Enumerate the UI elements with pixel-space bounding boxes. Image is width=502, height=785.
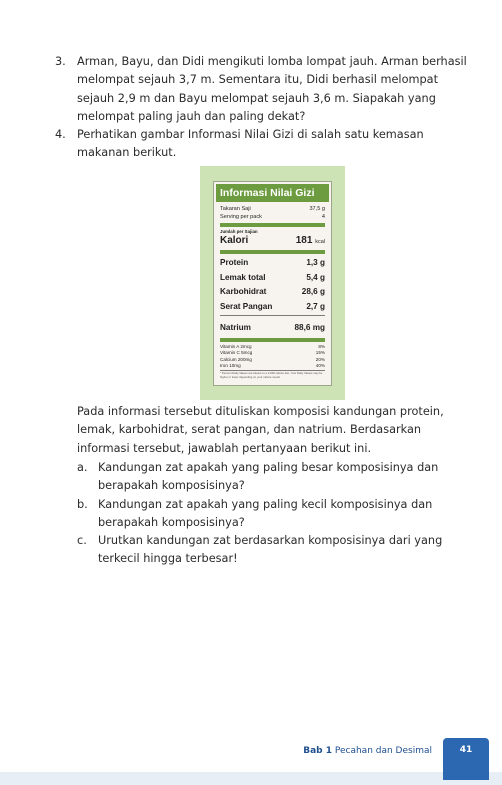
nutrient-row-fiber (214, 300, 331, 315)
page-number: 41 (459, 745, 473, 755)
sodium-label: Natrium (220, 323, 251, 333)
nutrient-name: Karbohidrat (220, 287, 267, 297)
question-text: Arman, Bayu, dan Didi mengikuti lomba lompat jauh. Arman berhasil melompat sejauh 3,7 m. Sementara itu, Didi berhasil melompat sejauh 2,9 m dan Bayu melompat sejauh 3,6 m. Siapakah yang melompat paling jauh dan paling dekat? (77, 55, 467, 123)
serving-size-value: 37,5 g (309, 206, 325, 212)
nutrient-name: Protein (220, 258, 249, 267)
chapter-label: Bab 1 (303, 746, 332, 756)
nutrient-row-protein (214, 256, 331, 271)
serving-per-pack-row (214, 213, 331, 221)
vitamin-value: 8% (318, 343, 325, 349)
vitamin-row (214, 363, 331, 369)
calories-value: 181 (295, 235, 313, 246)
instruction-paragraph: Pada informasi tersebut dituliskan komposisi kandungan protein, lemak, karbohidrat, serat pangan, dan natrium. Berdasarkan informasi tersebut, jawablah pertanyaan berikut ini. (77, 405, 444, 455)
vitamin-name: Vitamin C 5mcg (220, 350, 253, 356)
nutrient-name: Serat Pangan (220, 301, 273, 311)
nutrition-label (213, 181, 332, 386)
sodium-value: 88,6 mg (294, 323, 325, 333)
sub-question-label: c. (77, 534, 87, 547)
question-text: Perhatikan gambar Informasi Nilai Gizi di salah satu kemasan makanan berikut. (77, 128, 424, 160)
vitamin-name: Vitamin A 2mcg (220, 343, 252, 349)
calories-row (214, 235, 331, 248)
footer-strip (0, 772, 502, 785)
divider-thick (220, 338, 325, 342)
nutrient-name: Lemak total (220, 272, 266, 282)
nutrient-row-fat (214, 271, 331, 286)
sub-question-c (77, 532, 475, 569)
sub-question-label: a. (77, 461, 88, 474)
serving-size-row (214, 205, 331, 213)
sodium-row (214, 321, 331, 336)
question-4 (55, 126, 475, 163)
sub-question-text: Kandungan zat apakah yang paling besar komposisinya dan berapakah komposisinya? (98, 461, 439, 493)
divider-thick (220, 250, 325, 254)
nutrient-value: 28,6 g (301, 287, 325, 297)
vitamin-value: 15% (315, 350, 325, 356)
page-number-tab (443, 738, 489, 780)
nutrient-value: 2,7 g (306, 301, 325, 311)
serving-per-pack-value: 4 (321, 214, 325, 220)
vitamin-name: Calcium 200mg (220, 356, 252, 362)
vitamin-name: Iron 10mg (220, 362, 241, 368)
nutrient-value: 5,4 g (306, 272, 325, 282)
sub-question-b (77, 496, 475, 533)
nutrient-row-carbohydrate (214, 285, 331, 300)
sub-question-text: Urutkan kandungan zat berdasarkan komposisinya dari yang terkecil hingga terbesar! (98, 534, 443, 566)
divider-thin (220, 315, 325, 316)
nutrition-footnote: * Percent Daily Values are based on a 2,000 calorie diet. Your Daily Values may be higher or lower depending on your calorie needs. (220, 371, 323, 379)
nutrient-value: 1,3 g (306, 258, 325, 267)
question-3 (55, 53, 475, 126)
chapter-title: Pecahan dan Desimal (334, 746, 432, 756)
nutrition-label-title: Informasi Nilai Gizi (216, 184, 329, 202)
sub-question-a (77, 459, 475, 496)
chapter-footer (303, 746, 432, 756)
serving-size-label: Takaran Saji (220, 206, 251, 212)
calories-label: Kalori (220, 235, 249, 246)
divider-thick (220, 223, 325, 227)
per-serving-label: Jumlah per Sajian (220, 229, 258, 234)
sub-question-text: Kandungan zat apakah yang paling kecil komposisinya dan berapakah komposisinya? (98, 498, 433, 530)
question-number: 3. (55, 55, 66, 68)
vitamin-value: 40% (315, 362, 325, 368)
nutrition-label-figure (200, 166, 345, 400)
serving-per-pack-label: Serving per pack (220, 214, 262, 220)
vitamin-value: 20% (315, 356, 325, 362)
calories-unit: kcal (315, 239, 325, 245)
sub-question-label: b. (77, 498, 88, 511)
question-number: 4. (55, 128, 66, 141)
